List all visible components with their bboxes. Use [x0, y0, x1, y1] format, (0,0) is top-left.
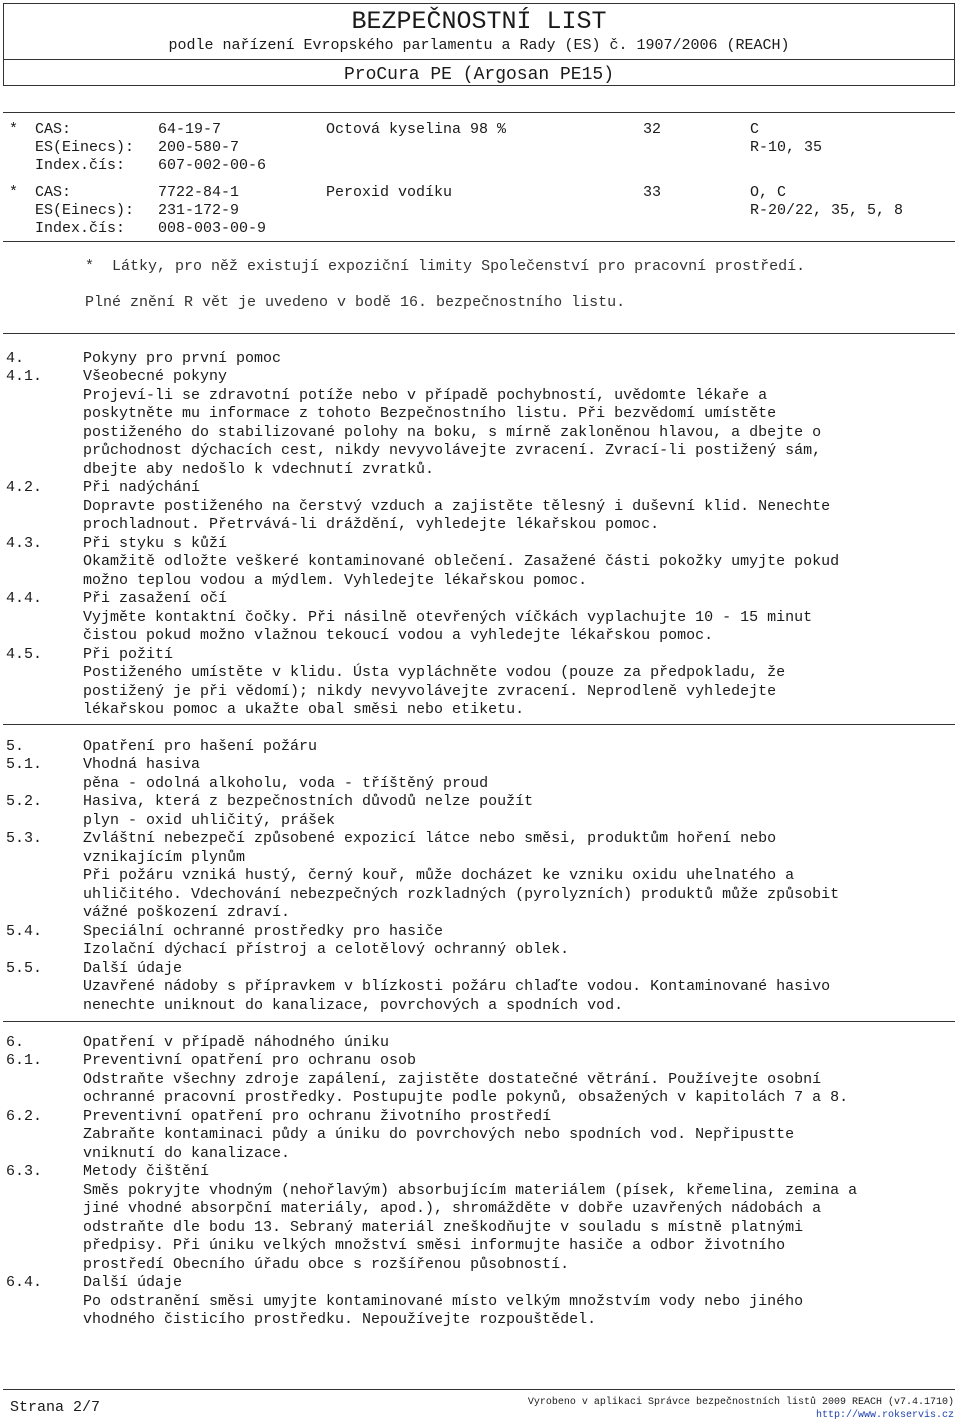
section-heading: Další údaje — [83, 1274, 183, 1291]
section-text-line: postižený je při vědomí); nikdy nevyvolávejte zvracení. Neprodleně vyhledejte — [83, 683, 777, 700]
section-heading: Preventivní opatření pro ochranu životního prostředí — [83, 1108, 552, 1125]
section-text-line: poskytněte mu informace z tohoto Bezpečnostního listu. Při bezvědomí umístěte — [83, 405, 777, 422]
es-number: 200-580-7 — [158, 139, 240, 156]
section-text-line: nenechte uniknout do kanalizace, povrchových a spodních vod. — [83, 997, 624, 1014]
index-label: Index.čís: — [35, 157, 126, 174]
section-divider — [3, 1021, 955, 1022]
section-number: 4.2. — [6, 479, 43, 496]
section-text-line: čistou pokud možno vlažnou tekoucí vodou a vyhledejte lékařskou pomoc. — [83, 627, 714, 644]
section-text-line: postiženého do stabilizované polohy na boku, s mírně zakloněnou hlavou, a dbejte o — [83, 424, 822, 441]
producer-note: Vyrobeno v aplikaci Správce bezpečnostních listů 2009 REACH (v7.4.1710) — [527, 1397, 954, 1408]
section-heading: Při styku s kůží — [83, 535, 228, 552]
section-heading: Preventivní opatření pro ochranu osob — [83, 1052, 417, 1069]
exposure-limits-note: * Látky, pro něž existují expoziční limity Společenství pro pracovní prostředí. — [85, 258, 806, 275]
section-text-line: Při požáru vzniká hustý, černý kouř, může docházet ke vzniku oxidu uhelnatého a — [83, 867, 795, 884]
section-number: 6. — [6, 1034, 25, 1051]
section-text-line: Okamžitě odložte veškeré kontaminované oblečení. Zasažené části pokožky umyjte pokud — [83, 553, 840, 570]
section-text-line: odstraňte dle bodu 13. Sebraný materiál zneškodňujte v souladu s místně platnými — [83, 1219, 804, 1236]
exposure-star: * — [9, 184, 19, 201]
section-heading: Metody čištění — [83, 1163, 210, 1180]
es-label: ES(Einecs): — [35, 139, 135, 156]
section-number: 4.1. — [6, 368, 43, 385]
cas-label: CAS: — [35, 184, 72, 201]
component-row — [3, 184, 955, 244]
section-text-line: Uzavřené nádoby s přípravkem v blízkosti požáru chlaďte vodou. Kontaminované hasivo — [83, 978, 831, 995]
document-title: BEZPEČNOSTNÍ LIST — [351, 7, 607, 36]
section-number: 6.2. — [6, 1108, 43, 1125]
section-number: 5.2. — [6, 793, 43, 810]
section-heading: Vhodná hasiva — [83, 756, 201, 773]
es-number: 231-172-9 — [158, 202, 240, 219]
section-text-line: předpisy. Při úniku velkých množství směsi informujte hasiče a odbor životního — [83, 1237, 786, 1254]
section-text-line: pěna - odolná alkoholu, voda - tříštěný proud — [83, 775, 489, 792]
section-text-line: Projeví-li se zdravotní potíže nebo v případě pochybností, uvědomte lékaře a — [83, 387, 768, 404]
hazard-symbols: C — [750, 121, 760, 138]
section-number: 4.4. — [6, 590, 43, 607]
section-text-line: Dopravte postiženého na čerstvý vzduch a zajistěte tělesný i duševní klid. Nenechte — [83, 498, 831, 515]
regulation-subtitle: podle nařízení Evropského parlamentu a Rady (ES) č. 1907/2006 (REACH) — [168, 37, 790, 54]
index-number: 008-003-00-9 — [158, 220, 267, 237]
section-heading: Při požití — [83, 646, 174, 663]
section-number: 5. — [6, 738, 25, 755]
footer-divider — [3, 1389, 955, 1390]
r-phrases: R-10, 35 — [750, 139, 823, 156]
page-number: Strana 2/7 — [10, 1399, 101, 1416]
r-phrases-note: Plné znění R vět je uvedeno v bodě 16. bezpečnostního listu. — [85, 294, 626, 311]
section-text-line: prochladnout. Přetrvává-li dráždění, vyhledejte lékařskou pomoc. — [83, 516, 660, 533]
section-text-line: Zabraňte kontaminaci půdy a úniku do povrchových nebo spodních vod. Nepřipustte — [83, 1126, 795, 1143]
section-text-line: vhodného čisticího prostředku. Nepoužívejte rozpouštědel. — [83, 1311, 597, 1328]
section-divider — [3, 724, 955, 725]
r-phrases: R-20/22, 35, 5, 8 — [750, 202, 904, 219]
section-text-line: jiné vhodné absorpční materiály, apod.), shromážděte v dobře uzavřených nádobách a — [83, 1200, 822, 1217]
section-heading: Další údaje — [83, 960, 183, 977]
section-text-line: ochranné pracovní prostředky. Postupujte podle pokynů, obsažených v kapitolách 7 a 8. — [83, 1089, 849, 1106]
components-table — [3, 112, 955, 242]
section-text-line: Izolační dýchací přístroj a celotělový ochranný oblek. — [83, 941, 570, 958]
section-text-line: Po odstranění směsi umyjte kontaminované místo velkým množstvím vody nebo jiného — [83, 1293, 804, 1310]
section-divider — [3, 333, 955, 334]
header-divider — [4, 59, 954, 60]
section-number: 4.3. — [6, 535, 43, 552]
component-name: Peroxid vodíku — [326, 184, 453, 201]
section-text-line: Směs pokryjte vhodným (nehořlavým) absorbujícím materiálem (písek, křemelina, zemina a — [83, 1182, 858, 1199]
document-header — [3, 3, 955, 86]
section-text-line: vznikajícím plynům — [83, 849, 246, 866]
section-number: 4.5. — [6, 646, 43, 663]
section-number: 6.4. — [6, 1274, 43, 1291]
section-text-line: plyn - oxid uhličitý, prášek — [83, 812, 336, 829]
index-label: Index.čís: — [35, 220, 126, 237]
exposure-star: * — [9, 121, 19, 138]
section-heading: Pokyny pro první pomoc — [83, 350, 282, 367]
section-heading: Hasiva, která z bezpečnostních důvodů nelze použít — [83, 793, 534, 810]
section-text-line: Vyjměte kontaktní čočky. Při násilně otevřených víčkách vyplachujte 10 - 15 minut — [83, 609, 813, 626]
cas-label: CAS: — [35, 121, 72, 138]
section-text-line: lékařskou pomoc a ukažte obal směsi nebo etiketu. — [83, 701, 525, 718]
component-concentration: 32 — [643, 121, 662, 138]
es-label: ES(Einecs): — [35, 202, 135, 219]
component-row — [3, 121, 955, 181]
product-name: ProCura PE (Argosan PE15) — [343, 65, 615, 85]
cas-number: 7722-84-1 — [158, 184, 240, 201]
section-text-line: prostředí Obecního úřadu obce s rozšířenou působností. — [83, 1256, 570, 1273]
section-text-line: vniknutí do kanalizace. — [83, 1145, 291, 1162]
section-number: 5.1. — [6, 756, 43, 773]
section-number: 5.5. — [6, 960, 43, 977]
section-heading: Opatření pro hašení požáru — [83, 738, 318, 755]
section-text-line: Postiženého umístěte v klidu. Ústa vypláchněte vodou (pouze za předpokladu, že — [83, 664, 786, 681]
component-concentration: 33 — [643, 184, 662, 201]
component-name: Octová kyselina 98 % — [326, 121, 507, 138]
section-number: 6.1. — [6, 1052, 43, 1069]
section-text-line: možno teplou vodou a mýdlem. Vyhledejte lékařskou pomoc. — [83, 572, 588, 589]
section-heading: Všeobecné pokyny — [83, 368, 228, 385]
section-number: 5.4. — [6, 923, 43, 940]
section-text-line: dbejte aby nedošlo k vdechnutí zvratků. — [83, 461, 435, 478]
section-text-line: vážné poškození zdraví. — [83, 904, 291, 921]
section-number: 6.3. — [6, 1163, 43, 1180]
section-heading: Při zasažení očí — [83, 590, 228, 607]
index-number: 607-002-00-6 — [158, 157, 267, 174]
section-heading: Opatření v případě náhodného úniku — [83, 1034, 390, 1051]
section-text-line: Odstraňte všechny zdroje zapálení, zajistěte dostatečné větrání. Používejte osobní — [83, 1071, 822, 1088]
section-text-line: průchodnost dýchacích cest, nikdy nevyvolávejte zvracení. Zvrací-li postižený sám, — [83, 442, 822, 459]
section-text-line: uhličitého. Vdechování nebezpečných rozkladných (pyrolyzních) produktů může způsobit — [83, 886, 840, 903]
section-heading: Speciální ochranné prostředky pro hasiče — [83, 923, 444, 940]
section-number: 5.3. — [6, 830, 43, 847]
section-number: 4. — [6, 350, 25, 367]
producer-link[interactable]: http://www.rokservis.cz — [815, 1410, 954, 1421]
cas-number: 64-19-7 — [158, 121, 222, 138]
hazard-symbols: O, C — [750, 184, 787, 201]
section-heading: Při nadýchání — [83, 479, 201, 496]
section-heading: Zvláštní nebezpečí způsobené expozicí látce nebo směsi, produktům hoření nebo — [83, 830, 777, 847]
